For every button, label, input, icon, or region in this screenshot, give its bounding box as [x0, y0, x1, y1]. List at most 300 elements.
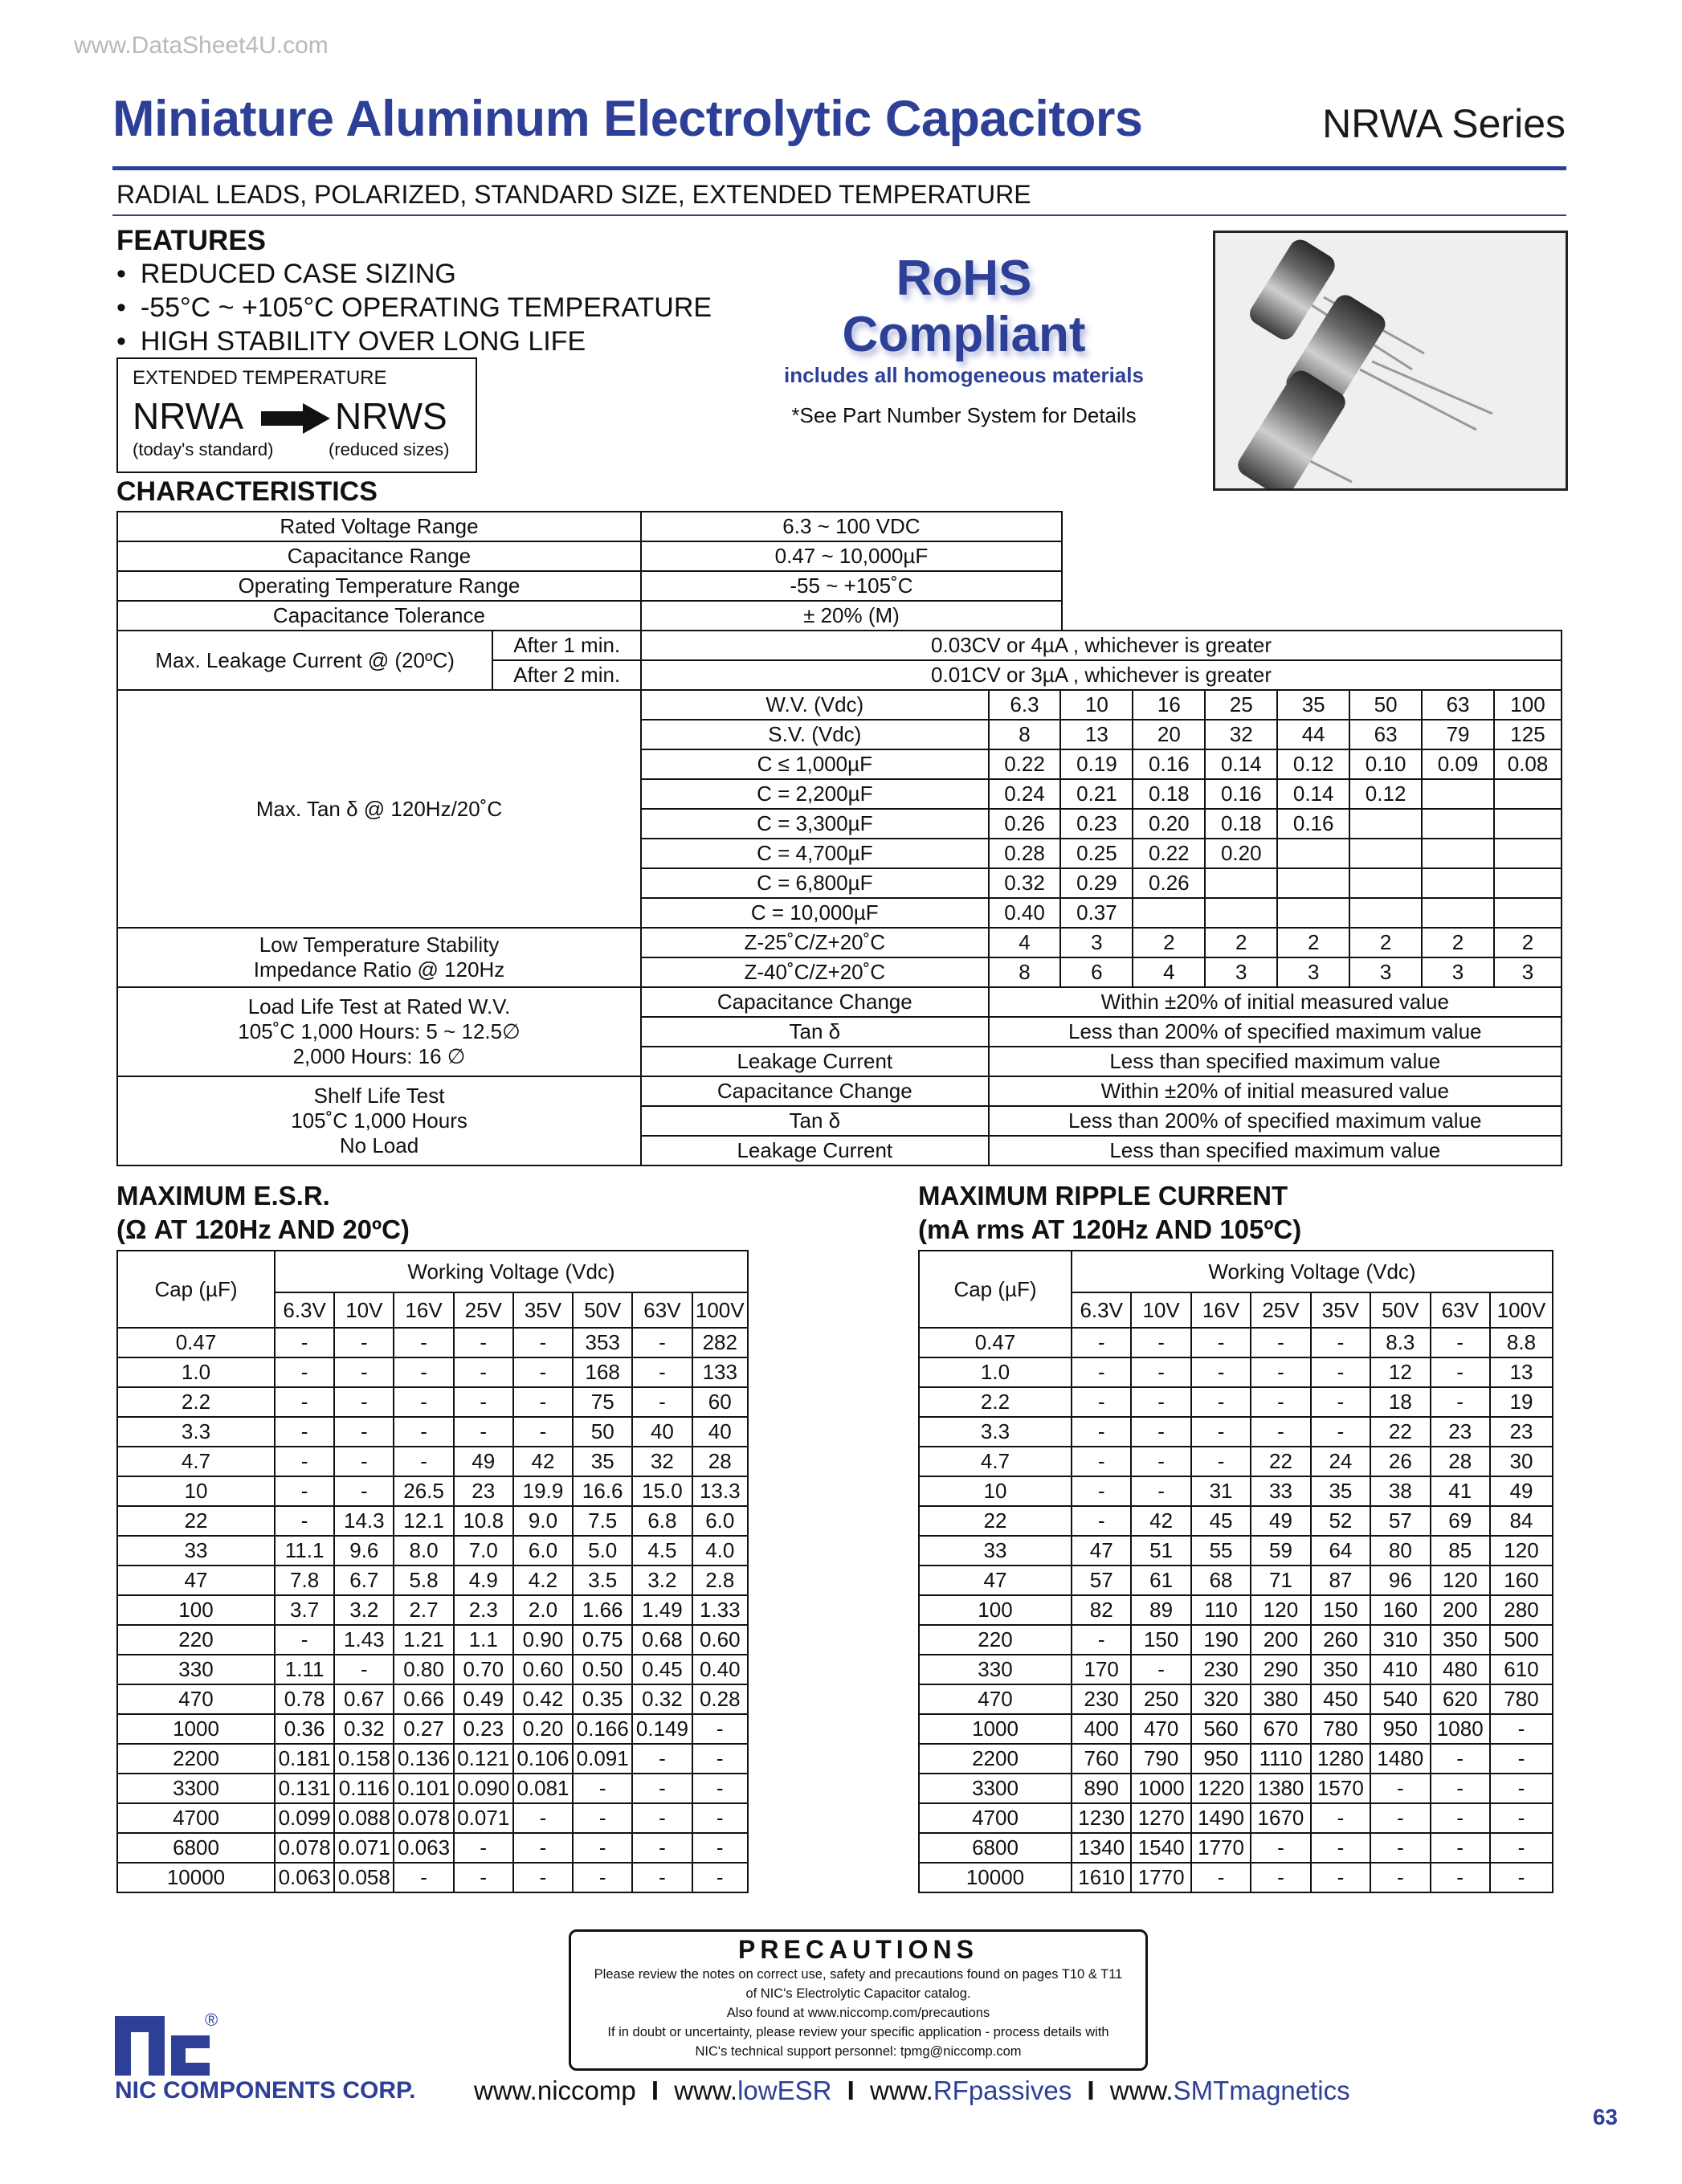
- esr-value: 0.60: [692, 1625, 748, 1655]
- esr-value: 1.66: [573, 1595, 632, 1625]
- ripple-row: [919, 1625, 1553, 1655]
- tan-value: 25: [1205, 690, 1277, 720]
- lowtemp-label: [117, 928, 641, 987]
- tan-value: 32: [1205, 720, 1277, 749]
- esr-value: 0.088: [334, 1803, 394, 1833]
- ripple-value: 23: [1431, 1417, 1490, 1447]
- tan-value: 0.20: [1205, 839, 1277, 868]
- esr-value: 40: [692, 1417, 748, 1447]
- esr-row: [117, 1536, 748, 1566]
- esr-row: [117, 1833, 748, 1863]
- ripple-value: 890: [1072, 1774, 1131, 1803]
- right-arrow-icon: [261, 403, 330, 434]
- shelf-item: Tan δ: [641, 1106, 988, 1136]
- tan-value: 16: [1133, 690, 1205, 720]
- lowtemp-value: 2: [1205, 928, 1277, 957]
- esr-value: -: [573, 1774, 632, 1803]
- loadlife-value: Less than 200% of specified maximum value: [989, 1017, 1562, 1047]
- ripple-value: 120: [1431, 1566, 1490, 1595]
- esr-value: 8.0: [394, 1536, 453, 1566]
- cap-value: 22: [117, 1506, 275, 1536]
- esr-value: -: [334, 1655, 394, 1684]
- esr-value: 0.70: [454, 1655, 513, 1684]
- loadlife-label: [117, 987, 641, 1076]
- tan-value: 0.16: [1133, 749, 1205, 779]
- tan-value: [1277, 868, 1349, 898]
- cap-value: 3300: [919, 1774, 1072, 1803]
- tan-value: 0.28: [989, 839, 1061, 868]
- lowtemp-value: 3: [1205, 957, 1277, 987]
- esr-value: 0.49: [454, 1684, 513, 1714]
- tan-value: 0.22: [989, 749, 1061, 779]
- ripple-value: -: [1490, 1803, 1553, 1833]
- cap-header: Cap (µF): [117, 1251, 275, 1328]
- ripple-value: -: [1370, 1774, 1430, 1803]
- esr-value: 3.5: [573, 1566, 632, 1595]
- ripple-row: [919, 1387, 1553, 1417]
- esr-value: 28: [692, 1447, 748, 1476]
- tan-value: 0.32: [989, 868, 1061, 898]
- ripple-value: 1110: [1251, 1744, 1310, 1774]
- ripple-value: 64: [1311, 1536, 1370, 1566]
- voltage-header: 100V: [1490, 1292, 1553, 1328]
- shelf-item: Capacitance Change: [641, 1076, 988, 1106]
- lowtemp-value: 4: [989, 928, 1061, 957]
- ripple-heading-line1: MAXIMUM RIPPLE CURRENT: [918, 1181, 1288, 1210]
- ripple-value: 49: [1490, 1476, 1553, 1506]
- ripple-value: 49: [1251, 1506, 1310, 1536]
- voltage-header: 25V: [1251, 1292, 1310, 1328]
- ripple-value: 84: [1490, 1506, 1553, 1536]
- voltage-header: 16V: [394, 1292, 453, 1328]
- tan-row-label: C = 2,200µF: [641, 779, 988, 809]
- ripple-value: 260: [1311, 1625, 1370, 1655]
- ripple-value: -: [1490, 1863, 1553, 1892]
- precautions-line: of NIC's Electrolytic Capacitor catalog.: [745, 1986, 971, 2001]
- ripple-value: 30: [1490, 1447, 1553, 1476]
- ripple-value: -: [1490, 1744, 1553, 1774]
- esr-value: 7.8: [275, 1566, 334, 1595]
- esr-value: 0.35: [573, 1684, 632, 1714]
- ripple-value: 8.3: [1370, 1328, 1430, 1357]
- ripple-value: -: [1251, 1387, 1310, 1417]
- tan-value: 0.22: [1133, 839, 1205, 868]
- tan-value: 63: [1349, 720, 1422, 749]
- ripple-value: 57: [1370, 1506, 1430, 1536]
- ripple-value: -: [1370, 1863, 1430, 1892]
- ripple-value: 190: [1191, 1625, 1251, 1655]
- ripple-value: 1270: [1131, 1803, 1190, 1833]
- esr-value: 4.2: [513, 1566, 573, 1595]
- ripple-value: 59: [1251, 1536, 1310, 1566]
- ripple-value: -: [1370, 1833, 1430, 1863]
- cap-value: 47: [117, 1566, 275, 1595]
- cap-value: 4700: [919, 1803, 1072, 1833]
- esr-value: 23: [454, 1476, 513, 1506]
- ripple-row: [919, 1684, 1553, 1714]
- tan-value: 0.40: [989, 898, 1061, 928]
- esr-value: -: [513, 1833, 573, 1863]
- voltage-header: 16V: [1191, 1292, 1251, 1328]
- extended-temperature-box: [116, 357, 477, 473]
- esr-value: 14.3: [334, 1506, 394, 1536]
- ripple-value: 350: [1431, 1625, 1490, 1655]
- ripple-value: 52: [1311, 1506, 1370, 1536]
- ripple-value: -: [1072, 1506, 1131, 1536]
- ripple-value: 96: [1370, 1566, 1430, 1595]
- esr-value: -: [454, 1863, 513, 1892]
- esr-row: [117, 1357, 748, 1387]
- ripple-value: 1220: [1191, 1774, 1251, 1803]
- ripple-value: 350: [1311, 1655, 1370, 1684]
- esr-value: 168: [573, 1357, 632, 1387]
- ripple-value: 23: [1490, 1417, 1553, 1447]
- esr-value: 9.6: [334, 1536, 394, 1566]
- tan-row-label: C = 3,300µF: [641, 809, 988, 839]
- esr-value: 0.121: [454, 1744, 513, 1774]
- cap-value: 3.3: [919, 1417, 1072, 1447]
- tan-value: [1494, 868, 1562, 898]
- ripple-value: -: [1072, 1476, 1131, 1506]
- tan-row-label: C ≤ 1,000µF: [641, 749, 988, 779]
- ripple-row: [919, 1566, 1553, 1595]
- ripple-value: 230: [1191, 1655, 1251, 1684]
- ripple-value: 33: [1251, 1476, 1310, 1506]
- cap-value: 330: [919, 1655, 1072, 1684]
- tan-value: [1277, 839, 1349, 868]
- esr-value: -: [632, 1357, 692, 1387]
- lowtemp-value: 2: [1349, 928, 1422, 957]
- loadlife-value: Within ±20% of initial measured value: [989, 987, 1562, 1017]
- esr-value: 4.9: [454, 1566, 513, 1595]
- lowtemp-value: 3: [1060, 928, 1133, 957]
- ripple-value: 1000: [1131, 1774, 1190, 1803]
- esr-value: -: [394, 1417, 453, 1447]
- esr-value: -: [275, 1328, 334, 1357]
- leakage-after1: After 1 min.: [492, 631, 641, 660]
- esr-value: -: [275, 1506, 334, 1536]
- link-smtmagnetics[interactable]: www.SMTmagnetics: [1109, 2076, 1350, 2105]
- ripple-value: 480: [1431, 1655, 1490, 1684]
- cap-header: Cap (µF): [919, 1251, 1072, 1328]
- tan-value: 0.21: [1060, 779, 1133, 809]
- ripple-value: -: [1251, 1833, 1310, 1863]
- esr-value: 0.158: [334, 1744, 394, 1774]
- working-voltage-header: Working Voltage (Vdc): [1072, 1251, 1553, 1292]
- ripple-value: -: [1131, 1387, 1190, 1417]
- cap-value: 10: [919, 1476, 1072, 1506]
- ripple-value: 310: [1370, 1625, 1430, 1655]
- ripple-value: 22: [1251, 1447, 1310, 1476]
- lowtemp-value: 2: [1494, 928, 1562, 957]
- cap-value: 2.2: [919, 1387, 1072, 1417]
- esr-value: 0.36: [275, 1714, 334, 1744]
- esr-value: -: [573, 1833, 632, 1863]
- tan-value: [1494, 809, 1562, 839]
- ripple-value: -: [1311, 1863, 1370, 1892]
- tan-value: 0.09: [1422, 749, 1494, 779]
- shelf-value: Less than specified maximum value: [989, 1136, 1562, 1165]
- rohs-line1: RoHS: [896, 251, 1032, 306]
- esr-row: [117, 1655, 748, 1684]
- ripple-value: 80: [1370, 1536, 1430, 1566]
- ripple-value: 1770: [1191, 1833, 1251, 1863]
- ripple-value: 85: [1431, 1536, 1490, 1566]
- cap-value: 1000: [919, 1714, 1072, 1744]
- esr-value: -: [692, 1714, 748, 1744]
- ripple-value: -: [1311, 1328, 1370, 1357]
- esr-value: -: [334, 1328, 394, 1357]
- esr-value: 5.0: [573, 1536, 632, 1566]
- cap-value: 2200: [117, 1744, 275, 1774]
- ripple-value: 620: [1431, 1684, 1490, 1714]
- esr-value: 0.166: [573, 1714, 632, 1744]
- char-value: ± 20% (M): [641, 601, 1062, 631]
- ripple-value: -: [1311, 1387, 1370, 1417]
- ripple-value: 69: [1431, 1506, 1490, 1536]
- esr-row: [117, 1863, 748, 1892]
- ext-label: EXTENDED TEMPERATURE: [133, 367, 387, 389]
- ripple-value: -: [1191, 1417, 1251, 1447]
- tan-value: 0.16: [1205, 779, 1277, 809]
- esr-value: 0.60: [513, 1655, 573, 1684]
- ripple-value: -: [1311, 1803, 1370, 1833]
- cap-value: 22: [919, 1506, 1072, 1536]
- esr-value: 0.090: [454, 1774, 513, 1803]
- tan-value: 63: [1422, 690, 1494, 720]
- cap-value: 6800: [117, 1833, 275, 1863]
- cap-value: 6800: [919, 1833, 1072, 1863]
- esr-value: 3.2: [632, 1566, 692, 1595]
- cap-value: 33: [117, 1536, 275, 1566]
- link-lowesr[interactable]: www.lowESR: [674, 2076, 832, 2105]
- ripple-row: [919, 1744, 1553, 1774]
- esr-value: 0.27: [394, 1714, 453, 1744]
- esr-value: -: [632, 1774, 692, 1803]
- cap-value: 33: [919, 1536, 1072, 1566]
- esr-value: 0.063: [394, 1833, 453, 1863]
- nic-logo-icon: [115, 2008, 219, 2076]
- ext-to: NRWS: [335, 395, 447, 437]
- ripple-value: -: [1251, 1863, 1310, 1892]
- esr-row: [117, 1625, 748, 1655]
- ripple-value: 71: [1251, 1566, 1310, 1595]
- tan-value: [1422, 809, 1494, 839]
- tan-value: 100: [1494, 690, 1562, 720]
- tan-value: 0.16: [1277, 809, 1349, 839]
- tan-value: [1133, 898, 1205, 928]
- esr-value: 0.90: [513, 1625, 573, 1655]
- ripple-row: [919, 1803, 1553, 1833]
- tan-value: 0.29: [1060, 868, 1133, 898]
- cap-value: 330: [117, 1655, 275, 1684]
- ripple-value: -: [1431, 1387, 1490, 1417]
- ripple-value: 1570: [1311, 1774, 1370, 1803]
- tan-row-label: C = 6,800µF: [641, 868, 988, 898]
- esr-row: [117, 1774, 748, 1803]
- ripple-value: 1380: [1251, 1774, 1310, 1803]
- esr-value: 6.0: [692, 1506, 748, 1536]
- ripple-value: -: [1490, 1714, 1553, 1744]
- cap-value: 4.7: [919, 1447, 1072, 1476]
- cap-value: 4.7: [117, 1447, 275, 1476]
- esr-value: -: [275, 1417, 334, 1447]
- esr-value: 0.078: [275, 1833, 334, 1863]
- esr-value: 0.149: [632, 1714, 692, 1744]
- esr-heading-line2: (Ω AT 120Hz AND 20ºC): [116, 1214, 410, 1244]
- char-label: Rated Voltage Range: [117, 512, 641, 541]
- tan-value: 0.37: [1060, 898, 1133, 928]
- precautions-line: Please review the notes on correct use, safety and precautions found on pages T10 & T11: [594, 1967, 1123, 1982]
- ripple-value: 200: [1431, 1595, 1490, 1625]
- ripple-value: 540: [1370, 1684, 1430, 1714]
- link-separator: I: [847, 2076, 855, 2105]
- leakage-value2: 0.01CV or 3µA , whichever is greater: [641, 660, 1562, 690]
- esr-value: 0.106: [513, 1744, 573, 1774]
- esr-value: -: [454, 1357, 513, 1387]
- tan-value: [1422, 779, 1494, 809]
- lowtemp-label-line: Impedance Ratio @ 120Hz: [253, 957, 505, 982]
- ripple-value: 42: [1131, 1506, 1190, 1536]
- ripple-row: [919, 1357, 1553, 1387]
- tan-row-label: W.V. (Vdc): [641, 690, 988, 720]
- cap-value: 470: [117, 1684, 275, 1714]
- ripple-value: 57: [1072, 1566, 1131, 1595]
- esr-value: 15.0: [632, 1476, 692, 1506]
- lowtemp-label-line: Low Temperature Stability: [259, 933, 500, 957]
- esr-value: 42: [513, 1447, 573, 1476]
- tan-value: 0.24: [989, 779, 1061, 809]
- ripple-value: 150: [1131, 1625, 1190, 1655]
- company-name: NIC COMPONENTS CORP.: [115, 2077, 416, 2104]
- esr-value: -: [573, 1803, 632, 1833]
- cap-value: 470: [919, 1684, 1072, 1714]
- loadlife-label-line: Load Life Test at Rated W.V.: [247, 994, 511, 1019]
- ripple-value: 18: [1370, 1387, 1430, 1417]
- esr-value: 0.071: [334, 1833, 394, 1863]
- ripple-value: 1540: [1131, 1833, 1190, 1863]
- esr-value: 7.0: [454, 1536, 513, 1566]
- link-rfpassives[interactable]: www.RFpassives: [869, 2076, 1072, 2105]
- series-name: NRWA Series: [1322, 101, 1566, 146]
- ripple-value: -: [1131, 1328, 1190, 1357]
- ripple-value: 290: [1251, 1655, 1310, 1684]
- leakage-after2: After 2 min.: [492, 660, 641, 690]
- ripple-value: -: [1431, 1803, 1490, 1833]
- tan-value: 13: [1060, 720, 1133, 749]
- ripple-value: -: [1251, 1417, 1310, 1447]
- voltage-header: 25V: [454, 1292, 513, 1328]
- ripple-value: -: [1191, 1447, 1251, 1476]
- esr-value: -: [632, 1803, 692, 1833]
- tan-value: 0.14: [1277, 779, 1349, 809]
- esr-value: -: [275, 1447, 334, 1476]
- esr-value: 0.078: [394, 1803, 453, 1833]
- tan-value: 0.25: [1060, 839, 1133, 868]
- esr-value: -: [394, 1447, 453, 1476]
- esr-table: [116, 1250, 749, 1893]
- tan-value: 20: [1133, 720, 1205, 749]
- lowtemp-value: 2: [1422, 928, 1494, 957]
- ripple-value: -: [1431, 1357, 1490, 1387]
- lowtemp-value: 3: [1349, 957, 1422, 987]
- esr-value: 3.2: [334, 1595, 394, 1625]
- ripple-value: -: [1072, 1447, 1131, 1476]
- ripple-value: -: [1191, 1863, 1251, 1892]
- esr-row: [117, 1387, 748, 1417]
- voltage-header: 6.3V: [275, 1292, 334, 1328]
- esr-value: 32: [632, 1447, 692, 1476]
- page-title: Miniature Aluminum Electrolytic Capacitors: [112, 91, 1143, 147]
- characteristics-table-top: [116, 511, 1063, 631]
- link-separator: I: [651, 2076, 659, 2105]
- tan-value: 44: [1277, 720, 1349, 749]
- ripple-heading: [918, 1179, 1301, 1247]
- char-label: Capacitance Tolerance: [117, 601, 641, 631]
- esr-value: -: [334, 1357, 394, 1387]
- ripple-value: 320: [1191, 1684, 1251, 1714]
- header-rule: [112, 166, 1566, 170]
- ripple-value: -: [1431, 1833, 1490, 1863]
- tan-value: [1349, 839, 1422, 868]
- cap-value: 10000: [117, 1863, 275, 1892]
- lowtemp-value: 3: [1494, 957, 1562, 987]
- link-niccomp[interactable]: www.niccomp: [474, 2076, 636, 2105]
- ripple-value: 760: [1072, 1744, 1131, 1774]
- tan-value: 0.19: [1060, 749, 1133, 779]
- voltage-header: 100V: [692, 1292, 748, 1328]
- ripple-value: -: [1191, 1357, 1251, 1387]
- ripple-value: 160: [1370, 1595, 1430, 1625]
- char-value: 6.3 ~ 100 VDC: [641, 512, 1062, 541]
- esr-row: [117, 1566, 748, 1595]
- esr-value: -: [275, 1476, 334, 1506]
- esr-value: 0.136: [394, 1744, 453, 1774]
- ripple-value: 55: [1191, 1536, 1251, 1566]
- voltage-header: 10V: [1131, 1292, 1190, 1328]
- esr-value: 40: [632, 1417, 692, 1447]
- esr-value: 0.23: [454, 1714, 513, 1744]
- tan-value: 79: [1422, 720, 1494, 749]
- ripple-header-row: [919, 1251, 1553, 1292]
- esr-value: 6.7: [334, 1566, 394, 1595]
- esr-heading-line1: MAXIMUM E.S.R.: [116, 1181, 330, 1210]
- ripple-value: 470: [1131, 1714, 1190, 1744]
- ripple-value: 1230: [1072, 1803, 1131, 1833]
- voltage-header: 35V: [1311, 1292, 1370, 1328]
- esr-value: 1.49: [632, 1595, 692, 1625]
- ripple-value: 790: [1131, 1744, 1190, 1774]
- ripple-value: -: [1072, 1387, 1131, 1417]
- esr-value: -: [334, 1417, 394, 1447]
- tan-value: 8: [989, 720, 1061, 749]
- esr-value: 5.8: [394, 1566, 453, 1595]
- esr-heading: [116, 1179, 410, 1247]
- esr-value: 11.1: [275, 1536, 334, 1566]
- ripple-value: 47: [1072, 1536, 1131, 1566]
- ripple-value: -: [1131, 1417, 1190, 1447]
- esr-value: 1.21: [394, 1625, 453, 1655]
- ripple-value: 450: [1311, 1684, 1370, 1714]
- ripple-value: -: [1072, 1328, 1131, 1357]
- esr-value: 0.28: [692, 1684, 748, 1714]
- ripple-row: [919, 1328, 1553, 1357]
- shelf-value: Less than 200% of specified maximum value: [989, 1106, 1562, 1136]
- nic-logo: [115, 2008, 219, 2080]
- ripple-value: -: [1490, 1833, 1553, 1863]
- subtitle-rule: [112, 214, 1566, 216]
- ripple-row: [919, 1863, 1553, 1892]
